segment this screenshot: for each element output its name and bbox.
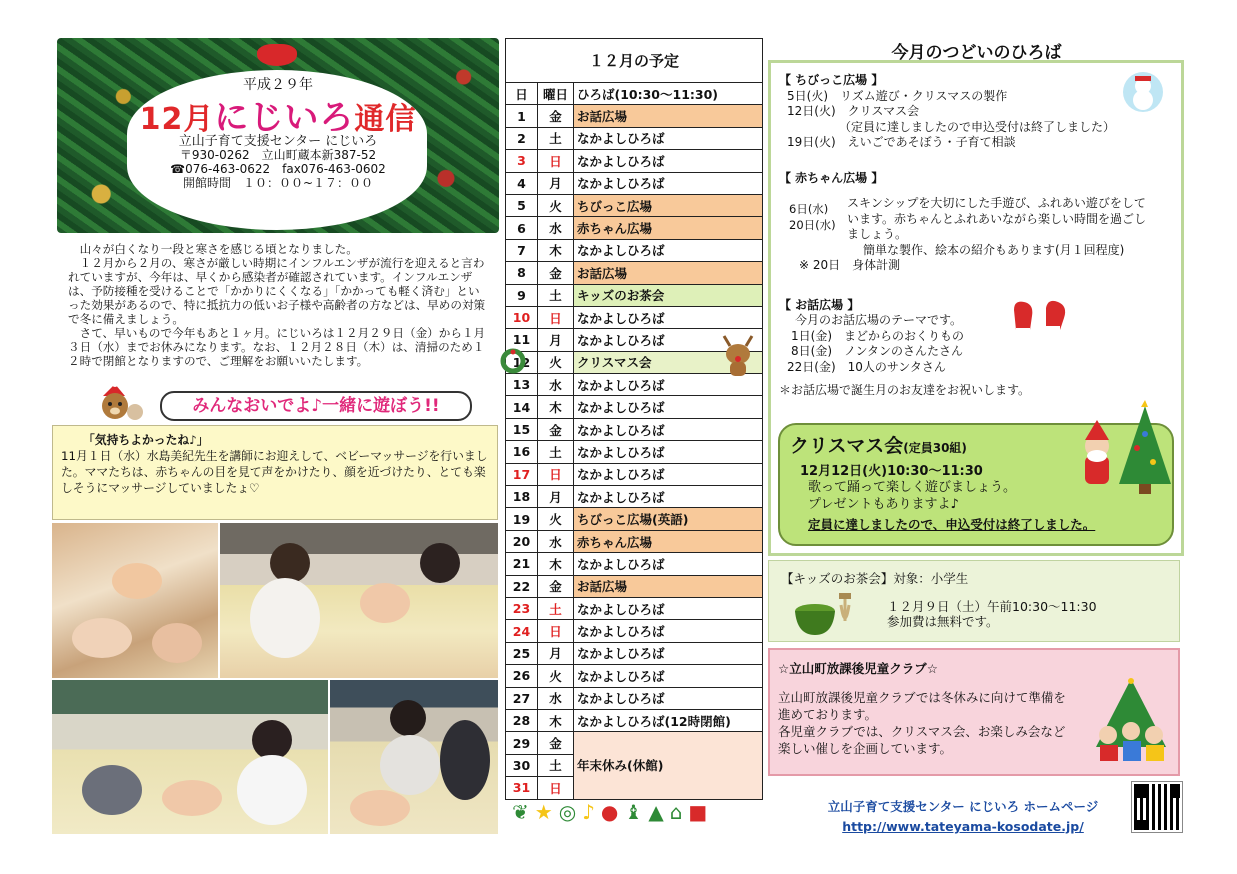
schedule-row [506, 262, 763, 284]
baby-massage-photo [220, 523, 498, 678]
schedule-weekday: 木 [538, 239, 574, 261]
schedule-event: なかよしひろば [574, 486, 763, 508]
schedule-event: なかよしひろば [574, 665, 763, 687]
schedule-table [505, 82, 763, 800]
schedule-day: 6 [506, 217, 538, 239]
schedule-row [506, 732, 763, 754]
schedule-weekday: 土 [538, 597, 574, 619]
schedule-day: 18 [506, 486, 538, 508]
slogan-bubble: みんなおいでよ♪一緒に遊ぼう!! [160, 391, 472, 421]
xmas-capacity: (定員30組) [903, 441, 967, 455]
kids-tea-box [768, 560, 1180, 642]
schedule-weekday: 火 [538, 194, 574, 216]
bell-icon: ♪ [582, 800, 601, 824]
schedule-day: 25 [506, 642, 538, 664]
holly-icon: ❦ [512, 800, 535, 824]
stocking-icon: ♝ [624, 800, 649, 824]
intro-text [68, 242, 488, 368]
schedule-weekday: 日 [538, 777, 574, 799]
banner-suffix: 通信 [354, 102, 417, 137]
schedule-event: なかよしひろば [574, 642, 763, 664]
schedule-event: キッズのお茶会 [574, 284, 763, 306]
schedule-weekday: 水 [538, 530, 574, 552]
ohanashi-line: 1日(金) まどからのおくりもの [791, 328, 964, 343]
xmas-notice: 定員に達しましたので、申込受付は終了しました。 [808, 517, 1096, 532]
schedule-event: お話広場 [574, 105, 763, 127]
schedule-event: なかよしひろば [574, 597, 763, 619]
schedule-event: 赤ちゃん広場 [574, 217, 763, 239]
schedule-weekday: 水 [538, 374, 574, 396]
qr-code-icon[interactable] [1132, 782, 1182, 832]
schedule-event: なかよしひろば [574, 374, 763, 396]
schedule-header-row [506, 83, 763, 105]
schedule-day: 14 [506, 396, 538, 418]
schedule-row [506, 463, 763, 485]
schedule-row [506, 418, 763, 440]
schedule-row [506, 217, 763, 239]
schedule-day: 19 [506, 508, 538, 530]
baby-text [847, 196, 1147, 258]
schedule-event: なかよしひろば [574, 463, 763, 485]
schedule-day: 17 [506, 463, 538, 485]
header-day: 日 [506, 83, 538, 105]
schedule-weekday: 月 [538, 642, 574, 664]
schedule-day: 7 [506, 239, 538, 261]
schedule-row [506, 127, 763, 149]
baby-section [779, 196, 1173, 258]
chibikko-line: 19日(火) えいごであそぼう・子育て相談 [787, 135, 1016, 149]
schedule-weekday: 土 [538, 127, 574, 149]
schedule-row [506, 194, 763, 216]
schedule-row [506, 239, 763, 261]
baby-massage-photo [52, 680, 328, 834]
baby-date: 20日(水) [789, 217, 836, 232]
schedule-weekday: 火 [538, 351, 574, 373]
schedule-event: 赤ちゃん広場 [574, 530, 763, 552]
schedule-event: お話広場 [574, 575, 763, 597]
header-weekday: 曜日 [538, 83, 574, 105]
schedule-event: なかよしひろば [574, 396, 763, 418]
schedule-weekday: 木 [538, 709, 574, 731]
header-banner [57, 38, 499, 233]
club-line: 楽しい催しを企画しています。 [778, 741, 953, 756]
bear-icon [95, 382, 145, 426]
schedule-event: なかよしひろば [574, 418, 763, 440]
schedule-day: 31 [506, 777, 538, 799]
banner-name: にじいろ [214, 98, 355, 138]
banner-hours: 開館時間 １０：００~１７：００ [182, 176, 374, 190]
house-icon: ⌂ [669, 800, 689, 824]
schedule-day: 3 [506, 150, 538, 172]
schedule-event: なかよしひろば [574, 127, 763, 149]
schedule-event: お話広場 [574, 262, 763, 284]
xmas-line: プレゼントもありますよ♪ [808, 497, 959, 512]
schedule-day: 1 [506, 105, 538, 127]
schedule-day: 10 [506, 306, 538, 328]
club-line: 進めております。 [778, 707, 878, 722]
schedule-weekday: 水 [538, 217, 574, 239]
kids-date: １２月９日（土）午前10:30～11:30 [887, 599, 1097, 614]
schedule-day: 26 [506, 665, 538, 687]
ohanashi-heading: 【 お話広場 】 [779, 297, 860, 312]
schedule-event: ちびっこ広場 [574, 194, 763, 216]
baby-heading: 【 赤ちゃん広場 】 [779, 170, 884, 185]
schedule-day: 22 [506, 575, 538, 597]
schedule-event: なかよしひろば [574, 620, 763, 642]
schedule-weekday: 土 [538, 284, 574, 306]
wreath-icon: ◎ [558, 800, 583, 824]
schedule-day: 13 [506, 374, 538, 396]
schedule-day: 20 [506, 530, 538, 552]
christmas-wreath-icon [500, 348, 526, 374]
schedule-day: 2 [506, 127, 538, 149]
ornament-icon: ● [600, 800, 625, 824]
homepage-label: 立山子育て支援センター にじいろ ホームページ [827, 799, 1099, 814]
baby-date: 6日(水) [789, 202, 829, 216]
schedule-row [506, 665, 763, 687]
schedule-day: 11 [506, 329, 538, 351]
kids-fee: 参加費は無料です。 [887, 614, 999, 629]
schedule-weekday: 月 [538, 172, 574, 194]
baby-line: スキンシップを大切にした手遊び、ふれあい遊びをしています。赤ちゃんとふれあいながら楽しい時間を過ごしましょう。 [847, 196, 1147, 241]
schedule-event: なかよしひろば(12時閉館) [574, 709, 763, 731]
schedule-weekday: 土 [538, 441, 574, 463]
schedule-weekday: 金 [538, 105, 574, 127]
intro-paragraph: 山々が白くなり一段と寒さを感じる頃となりました。 [79, 242, 358, 256]
star-icon: ★ [534, 800, 559, 824]
schedule-weekday: 日 [538, 150, 574, 172]
ribbon-bow-icon [257, 44, 297, 66]
homepage-info [808, 797, 1118, 837]
schedule-event: なかよしひろば [574, 329, 763, 351]
right-column-title: 今月のつどいのひろば [891, 43, 1062, 63]
schedule-weekday: 日 [538, 620, 574, 642]
banner-month: 12月 [139, 102, 215, 137]
schedule-row [506, 284, 763, 306]
schedule-row [506, 709, 763, 731]
intro-paragraph: １２月から２月の、寒さが厳しい時期にインフルエンザが流行を迎えると言われていますが、今年は、早くから感染者が確認されています。インフルエンザは、予防接種を受けることで「かかりにくくなる」「かかっても軽く済む」といった効果があるので、特に抵抗力の低いお子様や高齢者の方などは、早めの対策で冬に備えましょう。 [68, 256, 486, 326]
schedule-weekday: 金 [538, 732, 574, 754]
schedule-day: 4 [506, 172, 538, 194]
banner-address: 〒930-0262 立山町蔵本新387-52 [179, 148, 377, 162]
schedule-row [506, 620, 763, 642]
schedule-weekday: 金 [538, 575, 574, 597]
schedule-row [506, 441, 763, 463]
chibikko-heading: 【 ちびっこ広場 】 [779, 73, 884, 87]
tree-icon: ▲ [648, 800, 670, 824]
ohanashi-line: 8日(金) ノンタンのさんたさん [791, 344, 964, 358]
ohanashi-line: 22日(金) 10人のサンタさん [787, 359, 946, 374]
schedule-row [506, 172, 763, 194]
schedule-row [506, 150, 763, 172]
kids-details [887, 599, 1097, 629]
schedule-weekday: 木 [538, 396, 574, 418]
decoration-strip [512, 800, 792, 832]
schedule-event: なかよしひろば [574, 239, 763, 261]
schedule-event: なかよしひろば [574, 172, 763, 194]
ohanashi-line: 今月のお話広場のテーマです。 [795, 313, 963, 327]
banner-tel: ☎076-463-0622 fax076-463-0602 [170, 162, 386, 176]
snowman-icon [1118, 70, 1168, 114]
schedule-weekday: 月 [538, 329, 574, 351]
baby-massage-photo [330, 680, 498, 834]
schedule-day: 9 [506, 284, 538, 306]
xmas-title: クリスマス会 [790, 435, 904, 457]
banner-center-name: 立山子育て支援センター にじいろ [178, 134, 378, 149]
schedule-row [506, 597, 763, 619]
schedule-day: 12 [506, 351, 538, 373]
schedule-event: ちびっこ広場(英語) [574, 508, 763, 530]
schedule-day: 23 [506, 597, 538, 619]
club-line: 各児童クラブでは、クリスマス会、お楽しみ会など [778, 724, 1066, 739]
schedule-weekday: 土 [538, 754, 574, 776]
schedule-row [506, 486, 763, 508]
homepage-url[interactable]: http://www.tateyama-kosodate.jp/ [842, 819, 1084, 834]
schedule-day: 29 [506, 732, 538, 754]
schedule-weekday: 金 [538, 262, 574, 284]
feedback-heading: 「気持ちよかったね♪」 [83, 433, 209, 447]
baby-dates [779, 196, 847, 258]
feedback-box [52, 425, 498, 520]
schedule-day: 16 [506, 441, 538, 463]
banner-year: 平成２９年 [243, 77, 313, 93]
schedule-day: 27 [506, 687, 538, 709]
schedule-event: なかよしひろば [574, 553, 763, 575]
schedule-row [506, 396, 763, 418]
present-icon: ■ [688, 800, 714, 824]
chibikko-line: 5日(火) リズム遊び・クリスマスの製作 [787, 88, 1008, 103]
mittens-icon [1008, 298, 1072, 338]
schedule-day: 8 [506, 262, 538, 284]
baby-note: ※ 20日 身体計測 [799, 258, 901, 272]
schedule-event: なかよしひろば [574, 441, 763, 463]
baby-line: 簡単な製作、絵本の紹介もあります(月１回程度) [863, 242, 1125, 257]
reindeer-icon [716, 332, 760, 380]
schedule-weekday: 月 [538, 486, 574, 508]
chibikko-line: （定員に達しましたので申込受付は終了しました） [839, 119, 1116, 134]
schedule-day: 28 [506, 709, 538, 731]
xmas-datetime: 12月12日(火)10:30～11:30 [800, 464, 983, 479]
club-line: 立山町放課後児童クラブでは冬休みに向けて準備を [778, 690, 1066, 705]
schedule-row [506, 508, 763, 530]
schedule-row [506, 687, 763, 709]
kids-tree-icon [1086, 675, 1176, 765]
schedule-day: 30 [506, 754, 538, 776]
schedule-day: 24 [506, 620, 538, 642]
schedule-weekday: 金 [538, 418, 574, 440]
schedule-row [506, 575, 763, 597]
schedule-row [506, 306, 763, 328]
schedule-weekday: 火 [538, 508, 574, 530]
xmas-line: 歌って踊って楽しく遊びましょう。 [808, 480, 1017, 495]
header-event: ひろば(10:30～11:30) [574, 83, 763, 105]
schedule-weekday: 火 [538, 665, 574, 687]
schedule-event: なかよしひろば [574, 150, 763, 172]
schedule-day: 21 [506, 553, 538, 575]
schedule-day: 15 [506, 418, 538, 440]
december-schedule [505, 38, 763, 800]
feedback-body: 11月１日（水）水島美紀先生を講師にお迎えして、ベビーマッサージを行いました。ママたちは、赤ちゃんの目を見て声をかけたり、顔を近づけたり、とても楽しそうにマッサージしていましたょ♡ [61, 449, 488, 495]
baby-massage-photo [52, 523, 218, 678]
kids-heading: 【キッズのお茶会】対象：小学生 [781, 571, 969, 586]
intro-paragraph: さて、早いもので今年もあと１ヶ月。にじいろは１２月２９日（金）から１月３日（水）までお休みになります。なお、１２月２８日（木）は、清掃のため１２時で閉館となりますので、ご理解をお願いいたします。 [68, 326, 486, 368]
schedule-weekday: 木 [538, 553, 574, 575]
schedule-weekday: 日 [538, 463, 574, 485]
santa-icon [1085, 420, 1109, 484]
schedule-row [506, 530, 763, 552]
schedule-row [506, 553, 763, 575]
schedule-event: なかよしひろば [574, 306, 763, 328]
schedule-weekday: 水 [538, 687, 574, 709]
christmas-tree-icon [1075, 398, 1175, 498]
chibikko-line: 12日(火) クリスマス会 [787, 104, 920, 118]
schedule-closing: 年末休み(休館) [574, 732, 763, 799]
schedule-weekday: 日 [538, 306, 574, 328]
schedule-event: なかよしひろば [574, 687, 763, 709]
club-heading: ☆立山町放課後児童クラブ☆ [778, 661, 938, 676]
schedule-event: クリスマス会 [574, 351, 763, 373]
schedule-row [506, 642, 763, 664]
schedule-day: 5 [506, 194, 538, 216]
schedule-row [506, 105, 763, 127]
matcha-tea-icon [793, 591, 863, 637]
ohanashi-note: ＊お話広場で誕生月のお友達をお祝いします。 [779, 383, 1031, 397]
schedule-title: １２月の予定 [505, 38, 763, 82]
